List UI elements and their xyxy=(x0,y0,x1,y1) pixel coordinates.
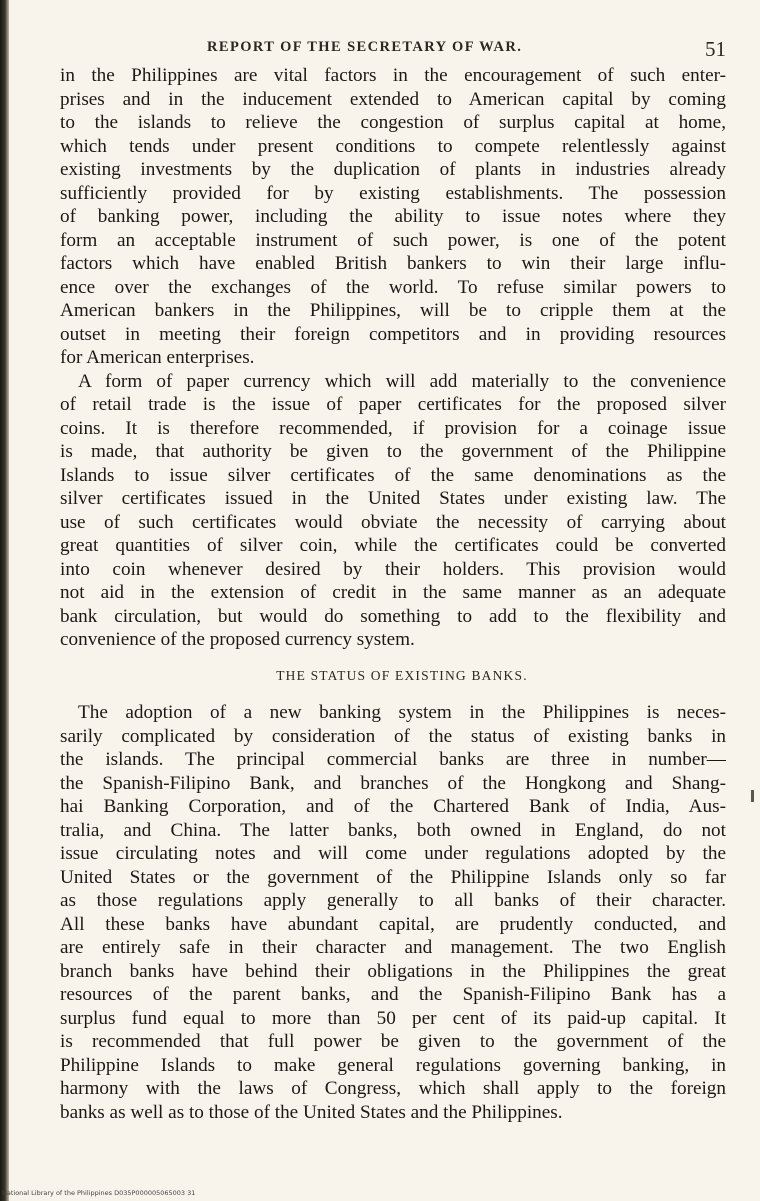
paragraph-2 xyxy=(60,370,726,652)
text-line: not aid in the extension of credit in the same manner as an adequate xyxy=(60,582,726,603)
text-line: All these banks have abundant capital, are prudently conducted, and xyxy=(60,913,726,935)
section-heading: THE STATUS OF EXISTING BANKS. xyxy=(276,667,528,683)
text-line: in the Philippines are vital factors in the encouragement of such enter- xyxy=(60,65,726,86)
text-line: of banking power, including the ability to issue notes where they xyxy=(60,206,726,227)
text-line: of retail trade is the issue of paper certificates for the proposed silver xyxy=(60,394,726,415)
text-line: factors which have enabled British bankers to win their large influ- xyxy=(60,253,726,274)
text-line: great quantities of silver coin, while the certificates could be converted xyxy=(60,535,726,556)
text-line: branch banks have behind their obligations in the Philippines the great xyxy=(60,960,726,982)
text-line: prises and in the inducement extended to American capital by coming xyxy=(60,88,726,110)
text-line: resources of the parent banks, and the Spanish-Filipino Bank has a xyxy=(60,984,726,1005)
text-line: Islands to issue silver certificates of the same denominations as the xyxy=(60,464,726,486)
text-line: hai Banking Corporation, and of the Chartered Bank of India, Aus- xyxy=(60,796,726,817)
scan-footer-note: National Library of the Philippines D035P000005065003 31 xyxy=(2,1189,196,1197)
text-line: existing investments by the duplication of plants in industries already xyxy=(60,159,726,180)
text-line: for American enterprises. xyxy=(60,347,255,368)
text-line: United States or the government of the Philippine Islands only so far xyxy=(60,866,726,888)
text-line: The adoption of a new banking system in the Philippines is neces- xyxy=(78,702,726,723)
scan-binding-edge xyxy=(0,0,9,1201)
text-line: the Spanish-Filipino Bank, and branches of the Hongkong and Shang- xyxy=(60,772,726,794)
text-line: is made, that authority be given to the government of the Philippine xyxy=(60,441,726,462)
text-line: sufficiently provided for by existing establishments. The possession xyxy=(60,182,726,204)
text-line: bank circulation, but would do something to add to the flexibility and xyxy=(60,605,726,627)
text-line: American bankers in the Philippines, will be to cripple them at the xyxy=(60,300,726,321)
scan-artifact xyxy=(751,790,754,802)
text-line: coins. It is therefore recommended, if provision for a coinage issue xyxy=(60,417,726,439)
paragraph-3 xyxy=(60,701,726,1124)
text-line: ence over the exchanges of the world. To refuse similar powers to xyxy=(60,276,726,298)
text-line: tralia, and China. The latter banks, both owned in England, do not xyxy=(60,819,726,841)
text-line: which tends under present conditions to compete relentlessly against xyxy=(60,135,726,157)
text-line: to the islands to relieve the congestion of surplus capital at home, xyxy=(60,112,726,133)
page-number: 51 xyxy=(705,37,726,61)
running-head xyxy=(60,37,726,59)
text-line: banks as well as to those of the United States and the Philippines. xyxy=(60,1101,563,1123)
text-line: harmony with the laws of Congress, which shall apply to the foreign xyxy=(60,1078,726,1099)
running-title: REPORT OF THE SECRETARY OF WAR. xyxy=(207,39,523,55)
text-line: as those regulations apply generally to all banks of their character. xyxy=(60,890,726,911)
text-line: issue circulating notes and will come under regulations adopted by the xyxy=(60,843,726,864)
text-line: the islands. The principal commercial banks are three in number— xyxy=(60,749,726,770)
text-line: sarily complicated by consideration of the status of existing banks in xyxy=(60,725,726,747)
body-text xyxy=(60,64,726,1124)
paragraph-1 xyxy=(60,64,726,370)
text-line: outset in meeting their foreign competitors and in providing resources xyxy=(60,323,726,345)
text-line: use of such certificates would obviate the necessity of carrying about xyxy=(60,511,726,533)
text-line: are entirely safe in their character and management. The two English xyxy=(60,937,726,958)
text-line: silver certificates issued in the United States under existing law. The xyxy=(60,488,726,509)
text-line: Philippine Islands to make general regulations governing banking, in xyxy=(60,1054,726,1076)
text-line: is recommended that full power be given to the government of the xyxy=(60,1031,726,1052)
text-line: into coin whenever desired by their holders. This provision would xyxy=(60,558,726,580)
text-line: form an acceptable instrument of such power, is one of the potent xyxy=(60,229,726,251)
text-line: convenience of the proposed currency system. xyxy=(60,629,415,650)
text-line: A form of paper currency which will add materially to the convenience xyxy=(78,370,726,392)
text-line: surplus fund equal to more than 50 per cent of its paid-up capital. It xyxy=(60,1007,726,1029)
